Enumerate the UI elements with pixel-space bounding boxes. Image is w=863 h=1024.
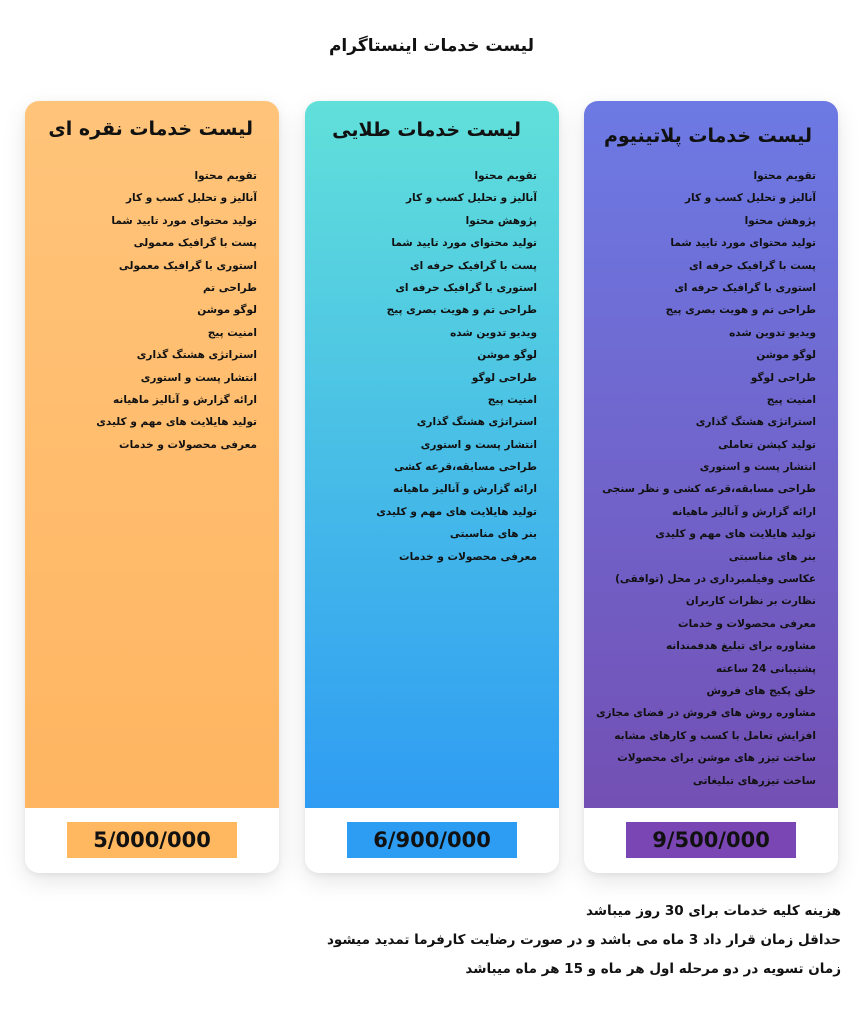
service-item: امنیت پیج bbox=[766, 393, 816, 406]
service-item: پشتیبانی 24 ساعته bbox=[715, 662, 816, 675]
page-title: لیست خدمات اینستاگرام bbox=[328, 36, 535, 56]
service-item: تقویم محتوا bbox=[474, 170, 537, 182]
plan-card-gold bbox=[305, 101, 559, 873]
service-item: انتشار پست و استوری bbox=[140, 371, 257, 384]
service-item: لوگو موشن bbox=[197, 304, 257, 317]
service-item: امنیت پیج bbox=[207, 326, 257, 339]
service-item: افزایش تعامل با کسب و کارهای مشابه bbox=[614, 729, 816, 742]
plan-card-platinum bbox=[584, 101, 838, 873]
service-item: تولید کپشن تعاملی bbox=[718, 438, 816, 451]
service-item: استوری با گرافیک معمولی bbox=[118, 259, 257, 272]
service-item: مشاوره برای تبلیغ هدفمندانه bbox=[665, 640, 816, 653]
service-item: طراحی مسابقه،قرعه کشی و نظر سنجی bbox=[602, 483, 816, 496]
service-item: ویدیو تدوین شده bbox=[729, 326, 816, 339]
service-item: مشاوره روش های فروش در فضای مجازی bbox=[595, 707, 816, 720]
service-item: ارائه گزارش و آنالیز ماهیانه bbox=[113, 393, 257, 406]
service-item: طراحی لوگو bbox=[471, 371, 537, 384]
service-item: استراتژی هشتگ گذاری bbox=[695, 416, 816, 429]
price-badge: 5/000/000 bbox=[67, 822, 237, 858]
service-item: ساخت تیزرهای تبلیغاتی bbox=[692, 774, 816, 787]
service-item: ارائه گزارش و آنالیز ماهیانه bbox=[672, 505, 816, 518]
service-item: انتشار پست و استوری bbox=[420, 438, 537, 451]
service-item: تولید هایلایت های مهم و کلیدی bbox=[96, 416, 257, 429]
plan-card-body bbox=[25, 101, 279, 808]
service-list bbox=[313, 165, 537, 568]
service-item: خلق پکیج های فروش bbox=[706, 684, 816, 697]
service-item: پست با گرافیک حرفه ای bbox=[689, 259, 816, 272]
service-item: انتشار پست و استوری bbox=[699, 461, 816, 474]
service-item: استوری با گرافیک حرفه ای bbox=[395, 281, 537, 294]
service-item: بنر های مناسبتی bbox=[449, 528, 537, 541]
service-list bbox=[33, 165, 257, 456]
service-item: پژوهش محتوا bbox=[744, 214, 816, 227]
note-line: حداقل زمان قرار داد 3 ماه می باشد و در صورت رضایت کارفرما تمدید میشود bbox=[326, 932, 841, 948]
service-item: طراحی مسابقه،قرعه کشی bbox=[394, 461, 537, 474]
service-item: امنیت پیج bbox=[487, 393, 537, 406]
service-item: پست با گرافیک حرفه ای bbox=[410, 259, 537, 272]
service-item: تولید هایلایت های مهم و کلیدی bbox=[655, 528, 816, 541]
service-item: تولید هایلایت های مهم و کلیدی bbox=[376, 505, 537, 518]
service-item: لوگو موشن bbox=[477, 349, 537, 362]
plan-title: لیست خدمات نقره ای bbox=[48, 118, 253, 140]
service-list bbox=[592, 165, 816, 792]
service-item: ارائه گزارش و آنالیز ماهیانه bbox=[393, 483, 537, 496]
service-item: لوگو موشن bbox=[756, 349, 816, 362]
plan-card-body bbox=[584, 101, 838, 808]
service-item: آنالیز و تحلیل کسب و کار bbox=[125, 192, 257, 205]
service-item: استراتژی هشتگ گذاری bbox=[136, 349, 257, 362]
service-item: تولید محتوای مورد تایید شما bbox=[111, 214, 257, 227]
note-line: زمان تسویه در دو مرحله اول هر ماه و 15 هر ماه میباشد bbox=[465, 961, 841, 977]
plan-card-body bbox=[305, 101, 559, 808]
plan-card-silver bbox=[25, 101, 279, 873]
price-badge: 9/500/000 bbox=[626, 822, 796, 858]
service-item: معرفی محصولات و خدمات bbox=[678, 617, 816, 630]
service-item: بنر های مناسبتی bbox=[728, 550, 816, 563]
plan-title: لیست خدمات طلایی bbox=[332, 119, 521, 141]
note-line: هزینه کلیه خدمات برای 30 روز میباشد bbox=[585, 903, 841, 919]
service-item: تقویم محتوا bbox=[194, 170, 257, 182]
service-item: نظارت بر نظرات کاربران bbox=[685, 595, 816, 608]
service-item: آنالیز و تحلیل کسب و کار bbox=[405, 192, 537, 205]
service-item: طراحی تم و هویت بصری پیج bbox=[386, 304, 537, 317]
service-item: طراحی تم bbox=[202, 281, 257, 294]
service-item: طراحی لوگو bbox=[750, 371, 816, 384]
service-item: تقویم محتوا bbox=[753, 170, 816, 182]
service-item: عکاسی وفیلمبرداری در محل (توافقی) bbox=[615, 573, 816, 586]
service-item: ویدیو تدوین شده bbox=[450, 326, 537, 339]
terms-notes bbox=[21, 897, 841, 984]
service-item: معرفی محصولات و خدمات bbox=[399, 550, 537, 563]
service-item: پست با گرافیک معمولی bbox=[133, 237, 257, 250]
service-item: طراحی تم و هویت بصری پیج bbox=[665, 304, 816, 317]
service-item: تولید محتوای مورد تایید شما bbox=[391, 237, 537, 250]
plan-title: لیست خدمات پلاتینیوم bbox=[603, 125, 812, 147]
service-item: تولید محتوای مورد تایید شما bbox=[670, 237, 816, 250]
service-item: معرفی محصولات و خدمات bbox=[119, 438, 257, 451]
service-item: ساخت تیزر های موشن برای محصولات bbox=[617, 752, 816, 765]
service-item: استوری با گرافیک حرفه ای bbox=[674, 281, 816, 294]
price-badge: 6/900/000 bbox=[347, 822, 517, 858]
service-item: آنالیز و تحلیل کسب و کار bbox=[684, 192, 816, 205]
service-item: استراتژی هشتگ گذاری bbox=[416, 416, 537, 429]
service-item: پژوهش محتوا bbox=[465, 214, 537, 227]
